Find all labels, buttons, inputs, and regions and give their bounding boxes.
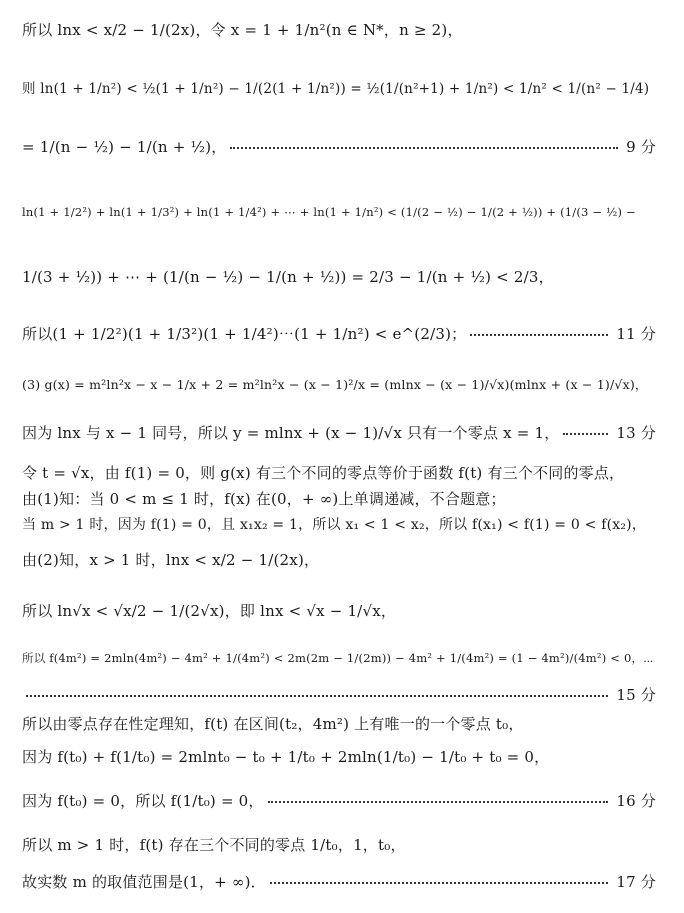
line-6 (22, 318, 656, 348)
math-text: 所以由零点存在性定理知，f(t) 在区间(t₂，4m²) 上有唯一的一个零点 t₀， (22, 714, 524, 733)
line-10 (22, 486, 656, 510)
math-text: 所以 m > 1 时，f(t) 存在三个不同的零点 1/t₀，1，t₀， (22, 835, 406, 854)
score-mark: 9 分 (626, 137, 656, 156)
dot-leader (563, 433, 608, 435)
line-7 (22, 364, 656, 404)
math-text: 所以(1 + 1/2²)(1 + 1/3²)(1 + 1/4²)⋯(1 + 1/n²) < e^(2/3)； (22, 324, 467, 343)
line-18 (22, 782, 656, 818)
dot-leader (230, 147, 618, 149)
math-text: = 1/(n − ½) − 1/(n + ½)， (22, 137, 227, 156)
math-text: 则 ln(1 + 1/n²) < ½(1 + 1/n²) − 1/(2(1 + 1/n²)) = ½(1/(n²+1) + 1/n²) < 1/n² < 1/(n² − 1/4) (22, 81, 650, 97)
math-text: 1/(3 + ½)) + ⋯ + (1/(n − ½) − 1/(n + ½)) = 2/3 − 1/(n + ½) < 2/3， (22, 267, 554, 286)
math-text: 所以 ln√x < √x/2 − 1/(2√x)，即 lnx < √x − 1/√x， (22, 601, 397, 620)
math-text: 当 m > 1 时，因为 f(1) = 0，且 x₁x₂ = 1，所以 x₁ < 1 < x₂，所以 f(x₁) < f(1) = 0 < f(x₂)， (22, 517, 647, 533)
line-1 (22, 14, 656, 44)
dot-leader (26, 695, 608, 697)
line-16 (22, 710, 656, 736)
math-text: ln(1 + 1/2²) + ln(1 + 1/3²) + ln(1 + 1/4²) + ⋯ + ln(1 + 1/n²) < (1/(2 − ½) − 1/(2 + ½)) + (1/(3 − ½) − (22, 205, 636, 219)
math-text: 因为 f(t₀) = 0，所以 f(1/t₀) = 0， (22, 791, 264, 810)
line-13 (22, 592, 656, 628)
score-mark: 17 分 (616, 872, 656, 891)
line-4 (22, 190, 656, 234)
math-text: 由(1)知：当 0 < m ≤ 1 时，f(x) 在(0，+ ∞)上单调递减，不合题意； (22, 489, 506, 508)
dot-leader (268, 801, 609, 803)
line-14 (22, 638, 656, 678)
line-9 (22, 460, 656, 484)
line-12 (22, 542, 656, 576)
math-text: 因为 f(t₀) + f(1/t₀) = 2mlnt₀ − t₀ + 1/t₀ + 2mln(1/t₀) − 1/t₀ + t₀ = 0， (22, 747, 550, 766)
line-20 (22, 866, 656, 896)
line-5 (22, 254, 656, 298)
line-11 (22, 512, 656, 536)
dot-leader (270, 882, 609, 884)
math-text: 所以 lnx < x/2 − 1/(2x)，令 x = 1 + 1/n²(n ∈ N*，n ≥ 2)， (22, 20, 463, 39)
score-mark: 11 分 (616, 324, 656, 343)
line-8 (22, 414, 656, 450)
line-19 (22, 826, 656, 862)
line-15 (22, 682, 656, 706)
score-mark: 15 分 (616, 685, 656, 704)
score-mark: 13 分 (616, 423, 656, 442)
line-2 (22, 62, 656, 112)
score-mark: 16 分 (616, 791, 656, 810)
line-3 (22, 124, 656, 168)
math-text: 因为 lnx 与 x − 1 同号，所以 y = mlnx + (x − 1)/√x 只有一个零点 x = 1， (22, 423, 560, 442)
math-text: 令 t = √x，由 f(1) = 0，则 g(x) 有三个不同的零点等价于函数 f(t) 有三个不同的零点， (22, 463, 625, 482)
dot-leader (470, 334, 608, 336)
math-text: (3) g(x) = m²ln²x − x − 1/x + 2 = m²ln²x − (x − 1)²/x = (mlnx − (x − 1)/√x)(mlnx + (x − 1)/√x)， (22, 377, 648, 392)
line-17 (22, 738, 656, 774)
math-text: 所以 f(4m²) = 2mln(4m²) − 4m² + 1/(4m²) < 2m(2m − 1/(2m)) − 4m² + 1/(4m²) = (1 − 4m²)/(4m²) < 0，⋯ (22, 651, 654, 665)
math-text: 故实数 m 的取值范围是(1，+ ∞)． (22, 872, 266, 891)
math-text: 由(2)知，x > 1 时，lnx < x/2 − 1/(2x)， (22, 550, 320, 569)
